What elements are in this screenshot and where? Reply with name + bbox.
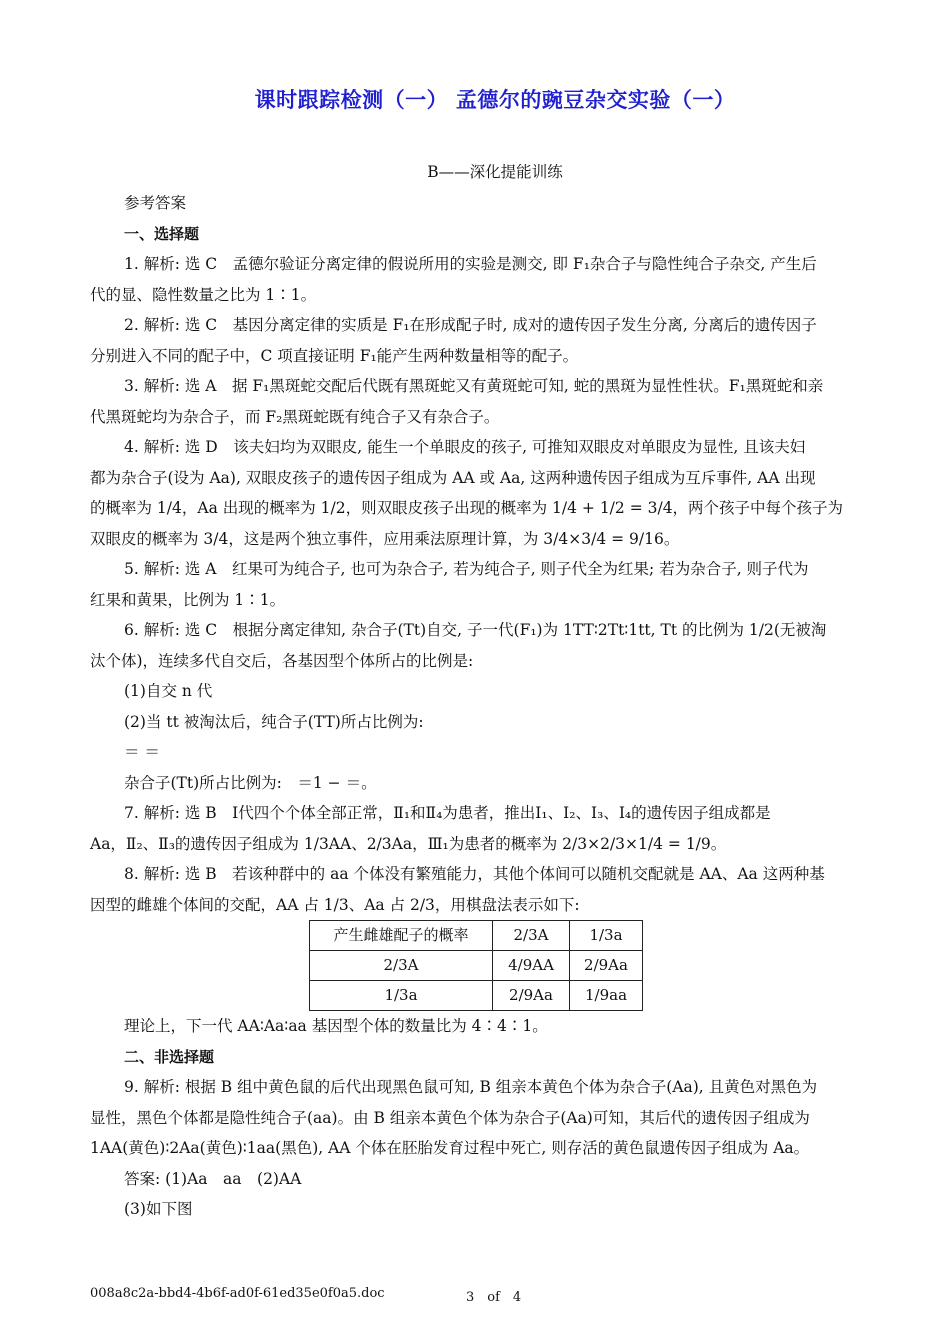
q8-line-3: 理论上，下一代 AA∶Aa∶aa 基因型个体的数量比为 4∶4∶1。 [124,1017,548,1035]
q5-line-2: 红果和黄果，比例为 1∶1。 [90,590,286,609]
table-row [310,981,643,1011]
q1-line-1: 1. 解析: 选 C 孟德尔验证分离定律的假说所用的实验是测交, 即 F₁杂合子与隐性纯合子杂交, 产生后 [124,255,817,273]
table-cell: 2/9Aa [570,951,643,981]
q4-line-1: 4. 解析: 选 D 该夫妇均为双眼皮, 能生一个单眼皮的孩子, 可推知双眼皮对单眼皮为显性, 且该夫妇 [124,438,806,456]
table-header-row [310,921,643,951]
section-subtitle: B——深化提能训练 [427,163,563,181]
q8-line-1: 8. 解析: 选 B 若该种群中的 aa 个体没有繁殖能力，其他个体间可以随机交配就是 AA、Aa 这两种基 [124,865,825,883]
q4-line-2: 都为杂合子(设为 Aa), 双眼皮孩子的遗传因子组成为 AA 或 Aa, 这两种遗传因子组成为互斥事件, AA 出现 [90,468,816,487]
table-header-cell: 2/3A [493,921,570,951]
q9-line-1: 9. 解析: 根据 B 组中黄色鼠的后代出现黑色鼠可知, B 组亲本黄色个体为杂合子(Aa), 且黄色对黑色为 [124,1078,818,1096]
q7-line-2: Aa，Ⅱ₂、Ⅱ₃的遗传因子组成为 1/3AA、2/3Aa，Ⅲ₁为患者的概率为 2/3×2/3×1/4 = 1/9。 [90,834,727,853]
table-header-cell: 1/3a [570,921,643,951]
table-cell: 1/3a [310,981,493,1011]
table-cell: 4/9AA [493,951,570,981]
q6-line-2: 汰个体)，连续多代自交后，各基因型个体所占的比例是: [90,651,474,670]
q3-line-2: 代黑斑蛇均为杂合子，而 F₂黑斑蛇既有纯合子又有杂合子。 [90,407,500,426]
q6-line-3: (1)自交 n 代 [124,682,213,700]
punnett-table [309,920,643,1011]
q8-line-2: 因型的雌雄个体间的交配，AA 占 1/3、Aa 占 2/3，用棋盘法表示如下: [90,895,580,914]
q4-line-4: 双眼皮的概率为 3/4，这是两个独立事件，应用乘法原理计算，为 3/4×3/4 = 9/16。 [90,529,680,548]
table-cell: 2/3A [310,951,493,981]
q4-line-3: 的概率为 1/4，Aa 出现的概率为 1/2，则双眼皮孩子出现的概率为 1/4 + 1/2 = 3/4，两个孩子中每个孩子为 [90,499,844,517]
q9-answer: 答案: (1)Aa aa (2)AA [124,1169,302,1188]
footer-page-number: 3 of 4 [466,1290,522,1305]
q6-line-1: 6. 解析: 选 C 根据分离定律知, 杂合子(Tt)自交, 子一代(F₁)为 1TT∶2Tt∶1tt, Tt 的比例为 1/2(无被淘 [124,621,827,639]
q6-line-4: (2)当 tt 被淘汰后，纯合子(TT)所占比例为: [124,712,424,731]
table-row [310,951,643,981]
q1-line-2: 代的显、隐性数量之比为 1∶1。 [90,285,317,304]
page-title: 课时跟踪检测（一） 孟德尔的豌豆杂交实验（一） [254,88,736,112]
table-cell: 2/9Aa [493,981,570,1011]
q9-line-2: 显性，黑色个体都是隐性纯合子(aa)。由 B 组亲本黄色个体为杂合子(Aa)可知，其后代的遗传因子组成为 [90,1108,810,1127]
answer-label: 参考答案 [124,194,187,212]
document-body [90,188,860,1225]
q2-line-2: 分别进入不同的配子中，C 项直接证明 F₁能产生两种数量相等的配子。 [90,346,579,365]
footer-filename: 008a8c2a-bbd4-4b6f-ad0f-61ed35e0f0a5.doc [90,1286,385,1301]
page-footer [90,1286,870,1305]
q3-line-1: 3. 解析: 选 A 据 F₁黑斑蛇交配后代既有黑斑蛇又有黄斑蛇可知, 蛇的黑斑为显性性状。F₁黑斑蛇和亲 [124,377,824,395]
q2-line-1: 2. 解析: 选 C 基因分离定律的实质是 F₁在形成配子时, 成对的遗传因子发生分离, 分离后的遗传因子 [124,316,817,334]
q6-line-5: ＝ ＝ [124,743,160,761]
section-heading-nonchoice: 二、非选择题 [124,1047,215,1066]
table-cell: 1/9aa [570,981,643,1011]
section-heading-choice: 一、选择题 [124,224,200,243]
q7-line-1: 7. 解析: 选 B Ⅰ代四个个体全部正常，Ⅱ₁和Ⅱ₄为患者，推出Ⅰ₁、Ⅰ₂、Ⅰ₃、Ⅰ₄的遗传因子组成都是 [124,804,771,822]
q6-line-6: 杂合子(Tt)所占比例为: ＝1 − ＝。 [124,773,377,792]
q5-line-1: 5. 解析: 选 A 红果可为纯合子, 也可为杂合子, 若为纯合子, 则子代全为红果; 若为杂合子, 则子代为 [124,560,809,578]
q9-answer-3: (3)如下图 [124,1200,193,1218]
table-header-cell: 产生雌雄配子的概率 [310,921,493,951]
q9-line-3: 1AA(黄色)∶2Aa(黄色)∶1aa(黑色), AA 个体在胚胎发育过程中死亡, 则存活的黄色鼠遗传因子组成为 Aa。 [90,1139,810,1157]
